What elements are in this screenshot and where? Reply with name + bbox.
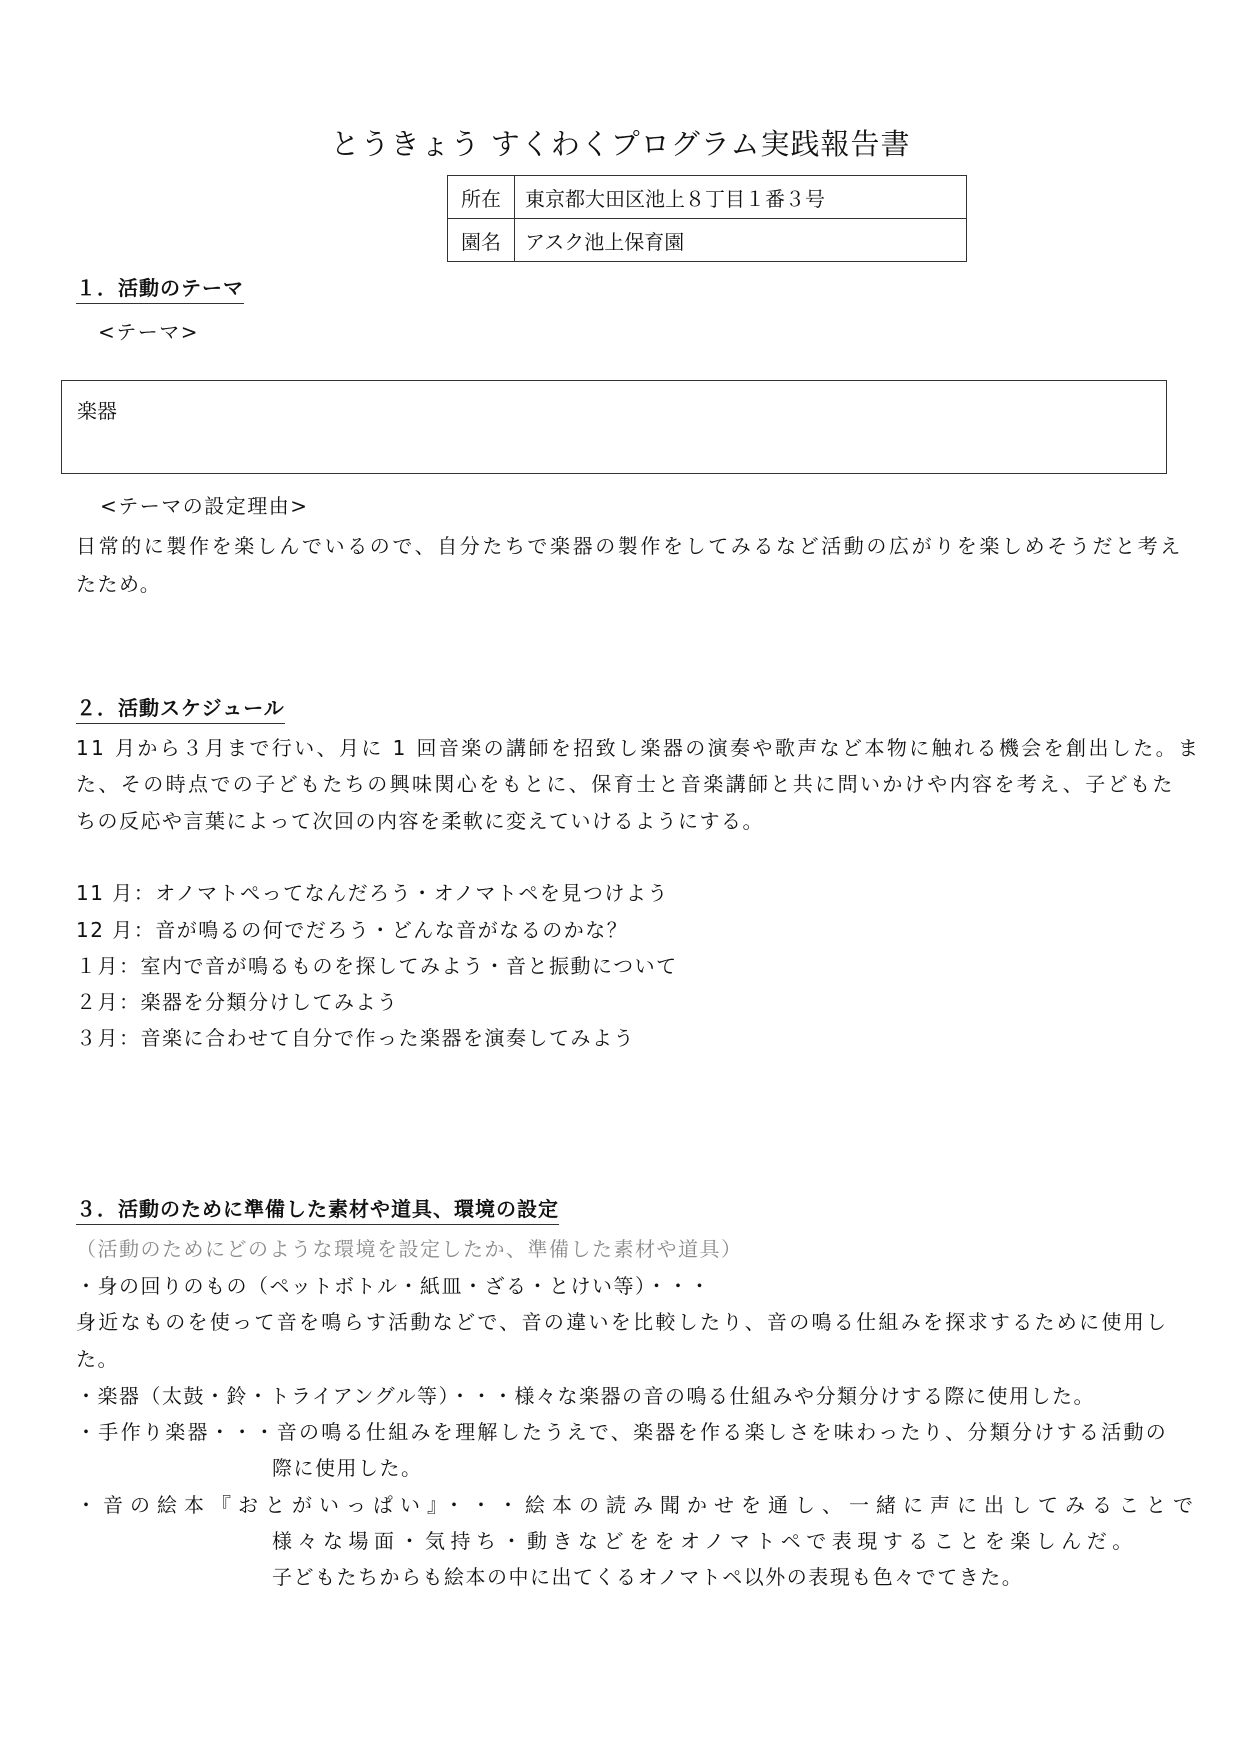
theme-box [61, 380, 1167, 474]
section2-heading: ２．活動スケジュール [76, 692, 285, 724]
material-line: ・楽器（太鼓・鈴・トライアングル等）・・・様々な楽器の音の鳴る仕組みや分類分けする際に使用した。 [76, 1384, 1095, 1408]
reason-line: たため。 [76, 572, 162, 596]
schedule-intro-line: ちの反応や言葉によって次回の内容を柔軟に変えていけるようにする。 [76, 809, 764, 833]
material-line: ・音の絵本『おとがいっぱい』・・・絵本の読み聞かせを通し、一緒に声に出してみることで [76, 1493, 1200, 1517]
schedule-item: ３月：音楽に合わせて自分で作った楽器を演奏してみよう [76, 1026, 635, 1050]
schedule-item: ２月：楽器を分類分けしてみよう [76, 990, 399, 1014]
section3-note: （活動のためにどのような環境を設定したか、準備した素材や道具） [76, 1237, 743, 1261]
schedule-item: １月：室内で音が鳴るものを探してみよう・音と振動について [76, 954, 678, 978]
reason-label: <テーマの設定理由> [100, 494, 309, 518]
reason-line: 日常的に製作を楽しんでいるので、自分たちで楽器の製作をしてみるなど活動の広がりを楽しめそうだと考え [76, 534, 1183, 558]
material-line: た。 [76, 1347, 119, 1371]
nursery-name-label: 園名 [448, 219, 515, 262]
table-row [448, 219, 967, 262]
theme-label: <テーマ> [98, 320, 200, 344]
theme-value: 楽器 [77, 399, 117, 423]
section3-heading: ３．活動のために準備した素材や道具、環境の設定 [76, 1193, 559, 1225]
location-label: 所在 [448, 176, 515, 219]
nursery-name-value: アスク池上保育園 [515, 219, 967, 262]
material-line: 際に使用した。 [272, 1456, 423, 1480]
material-line: 子どもたちからも絵本の中に出てくるオノマトペ以外の表現も色々でてきた。 [272, 1565, 1024, 1589]
schedule-item: 11 月：オノマトぺってなんだろう・オノマトペを見つけよう [76, 881, 669, 905]
material-line: ・身の回りのもの（ペットボトル・紙皿・ざる・とけい等）・・・ [76, 1274, 711, 1298]
schedule-intro-line: た、その時点での子どもたちの興味関心をもとに、保育士と音楽講師と共に問いかけや内容を考え、子どもた [76, 772, 1175, 796]
schedule-intro-line: 11 月から３月まで行い、月に 1 回音楽の講師を招致し楽器の演奏や歌声など本物に触れる機会を創出した。ま [76, 736, 1201, 760]
table-row [448, 176, 967, 219]
material-line: ・手作り楽器・・・音の鳴る仕組みを理解したうえで、楽器を作る楽しさを味わったり、分類分けする活動の [76, 1420, 1169, 1444]
section1-heading: １．活動のテーマ [76, 272, 244, 304]
material-line: 様々な場面・気持ち・動きなどををオノマトペで表現することを楽しんだ。 [272, 1529, 1138, 1553]
schedule-item: 12 月：音が鳴るの何でだろう・どんな音がなるのかな？ [76, 918, 629, 942]
location-value: 東京都大田区池上８丁目１番３号 [515, 176, 967, 219]
document-title: とうきょう すくわくプログラム実践報告書 [330, 127, 911, 161]
material-line: 身近なものを使って音を鳴らす活動などで、音の違いを比較したり、音の鳴る仕組みを探求するために使用し [76, 1310, 1169, 1334]
info-table [447, 175, 967, 262]
